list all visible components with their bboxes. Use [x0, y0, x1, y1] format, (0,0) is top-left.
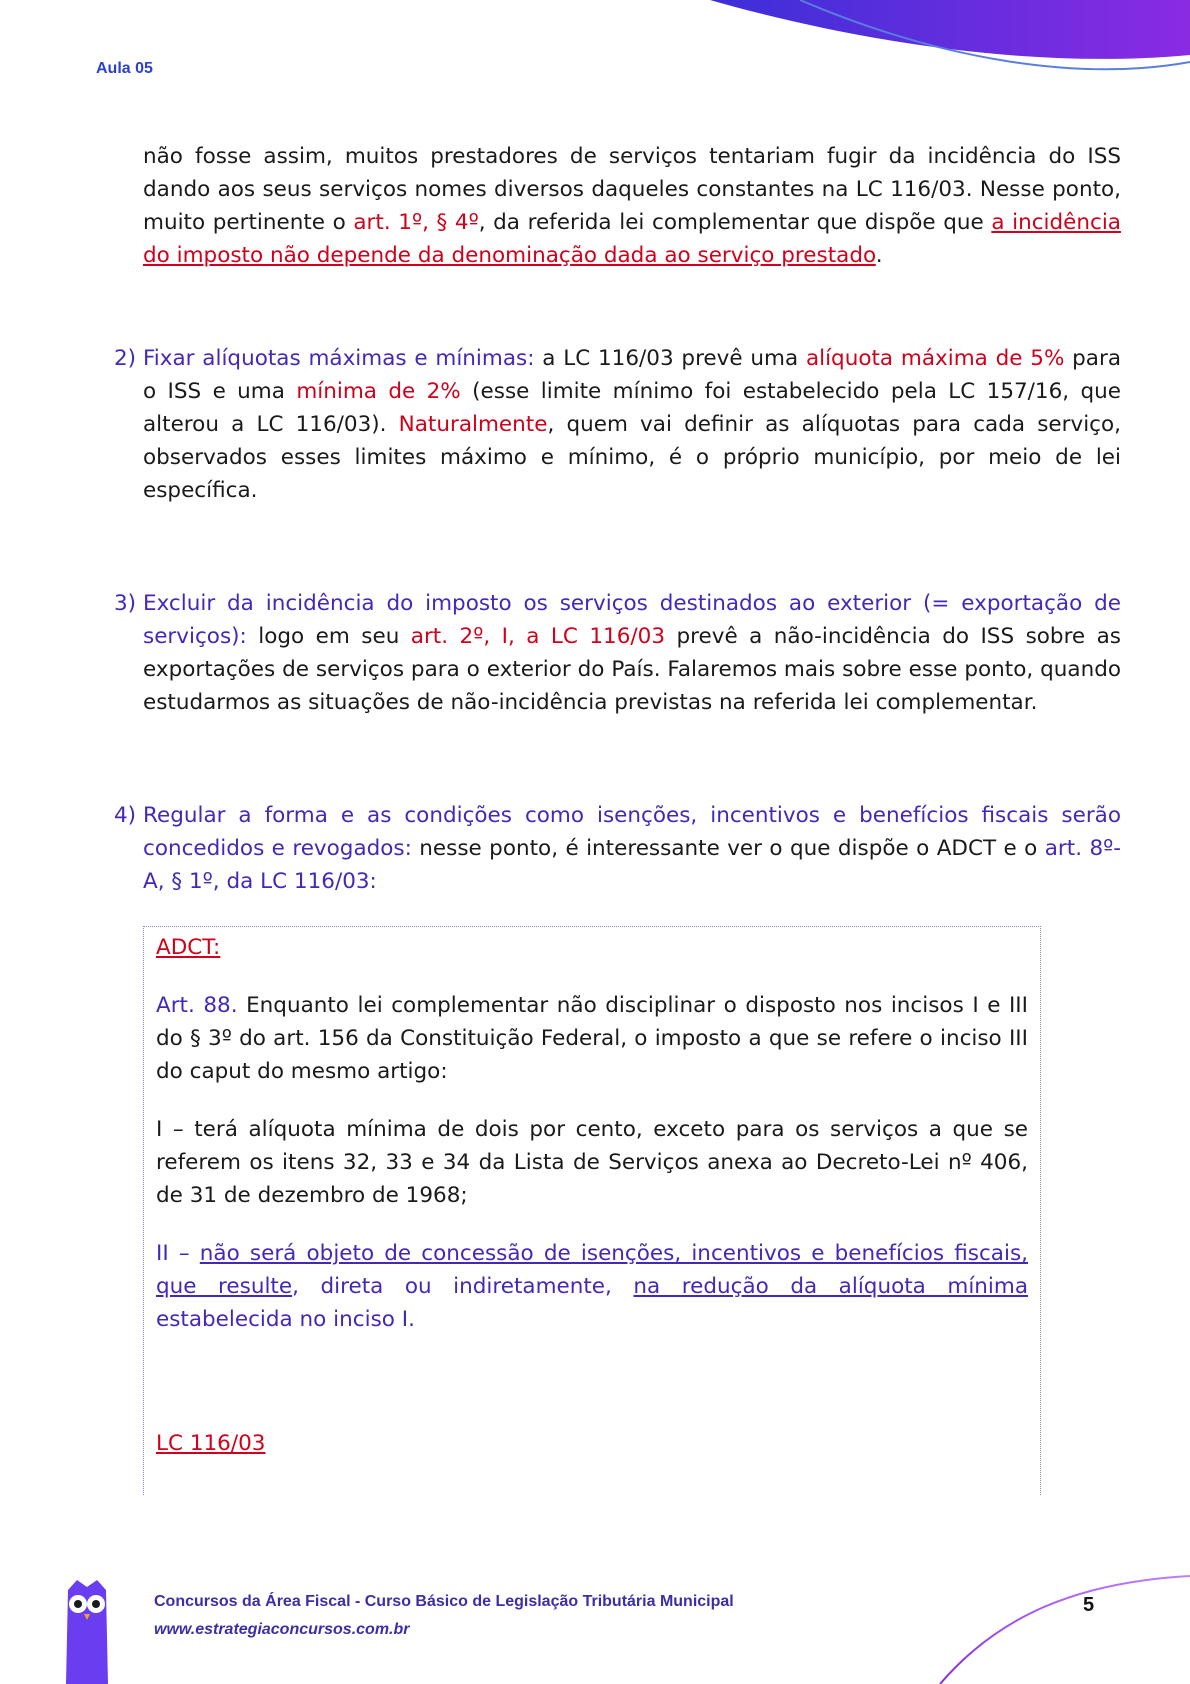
article-88: Art. 88. Enquanto lei complementar não disciplinar o disposto nos incisos I e III do § 3º do art. 156 da Constituição Federal, o imposto a que se refere o inciso III do caput do mesmo artigo:: [156, 993, 1028, 1084]
footer-text: [154, 1588, 734, 1644]
item-title: Excluir da incidência do imposto os serviços destinados ao exterior (= exportação de serviços):: [143, 591, 1121, 649]
lesson-label: Aula 05: [96, 60, 153, 77]
footer-wave-decoration: [930, 1574, 1190, 1684]
list-item-3: 3) Excluir da incidência do imposto os serviços destinados ao exterior (= exportação de serviços): logo em seu art. 2º, I, a LC 116/03 prevê a não-incidência do ISS sobre as exportações de serviços para o exterior do País. Falaremos mais sobre esse ponto, quando estudarmos as situações de não-incidência previstas na referida lei complementar.: [143, 587, 1121, 719]
owl-logo-icon: [62, 1578, 112, 1684]
lc-heading: LC 116/03: [156, 1431, 266, 1456]
footer-course: Concursos da Área Fiscal - Curso Básico de Legislação Tributária Municipal: [154, 1593, 734, 1610]
list-item-4: 4) Regular a forma e as condições como isenções, incentivos e benefícios fiscais serão concedidos e revogados: nesse ponto, é interessante ver o que dispõe o ADCT e o art. 8º-A, § 1º, da LC 116/03:: [143, 799, 1121, 898]
list-number: 4): [114, 803, 137, 828]
page-number: 5: [1083, 1594, 1095, 1616]
list-number: 2): [114, 346, 137, 371]
footer-url[interactable]: www.estrategiaconcursos.com.br: [154, 1621, 410, 1638]
list-number: 3): [114, 591, 137, 616]
intro-paragraph: não fosse assim, muitos prestadores de serviços tentariam fugir da incidência do ISS dando aos seus serviços nomes diversos daqueles constantes na LC 116/03. Nesse ponto, muito pertinente o art. 1º, § 4º, da referida lei complementar que dispõe que a incidência do imposto não depende da denominação dada ao serviço prestado.: [143, 144, 1121, 268]
adct-heading: ADCT:: [156, 935, 221, 960]
intro-highlight: a incidência do imposto não depende da denominação dada ao serviço prestado: [143, 210, 1121, 268]
inciso-ii: II – não será objeto de concessão de isenções, incentivos e benefícios fiscais, que resulte, direta ou indiretamente, na redução da alíquota mínima estabelecida no inciso I.: [156, 1241, 1029, 1332]
item-title: Fixar alíquotas máximas e mínimas:: [143, 346, 535, 371]
intro-reference: art. 1º, § 4º: [353, 210, 479, 235]
item-title: Regular a forma e as condições como isenções, incentivos e benefícios fiscais serão concedidos e revogados:: [143, 803, 1121, 861]
list-item-2: 2) Fixar alíquotas máximas e mínimas: a LC 116/03 prevê uma alíquota máxima de 5% para o ISS e uma mínima de 2% (esse limite mínimo foi estabelecido pela LC 157/16, que alterou a LC 116/03). Naturalmente, quem vai definir as alíquotas para cada serviço, observados esses limites máximo e mínimo, é o próprio município, por meio de lei específica.: [143, 342, 1121, 507]
header-wave-decoration: [470, 0, 1190, 110]
page-content: [114, 140, 1122, 1495]
legal-text-box: [143, 926, 1041, 1495]
inciso-i: I – terá alíquota mínima de dois por cento, exceto para os serviços a que se referem os itens 32, 33 e 34 da Lista de Serviços anexa ao Decreto-Lei nº 406, de 31 de dezembro de 1968;: [156, 1117, 1028, 1208]
